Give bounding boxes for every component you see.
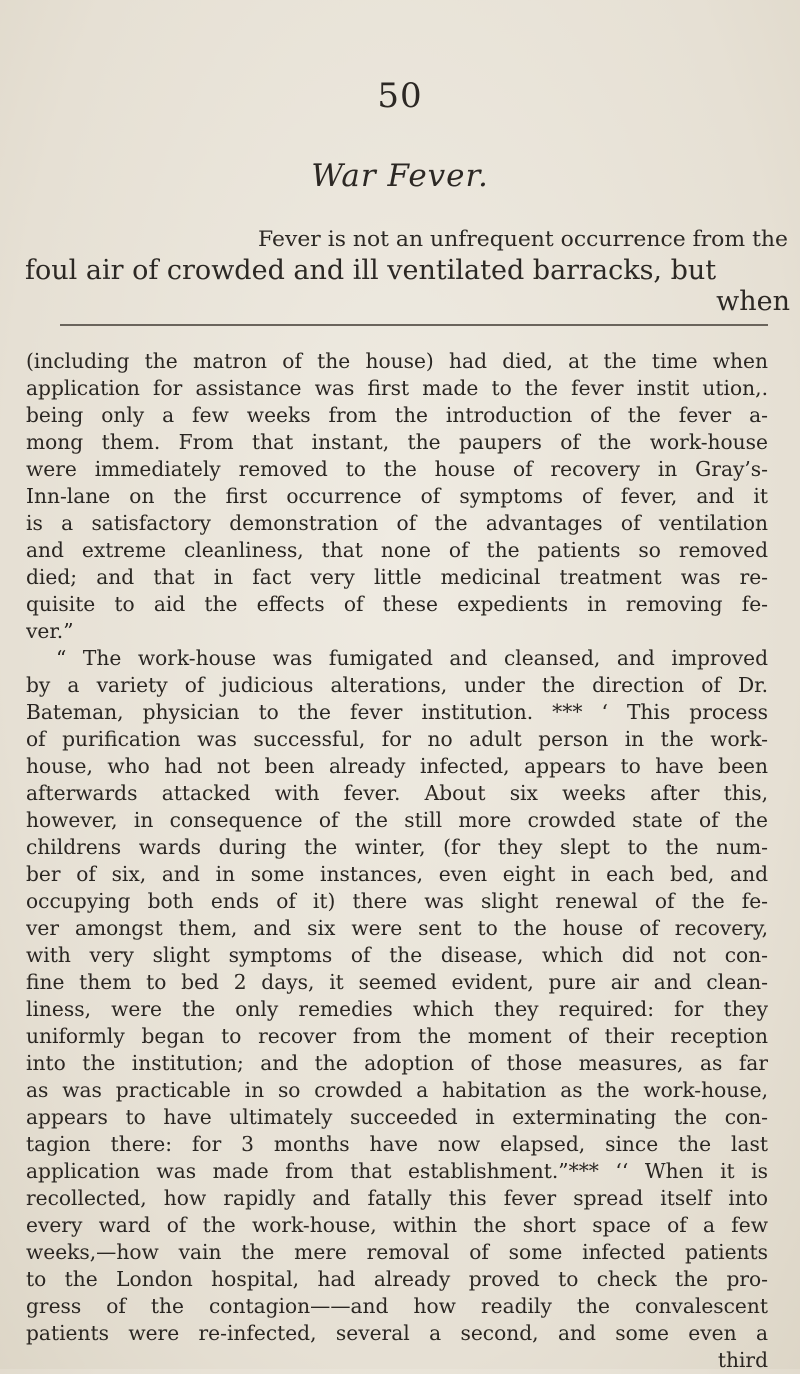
running-title: War Fever. xyxy=(311,158,489,194)
text-line: liness, were the only remedies which they required: for they xyxy=(26,997,768,1021)
text-line: ver amongst them, and six were sent to the house of recovery, xyxy=(26,916,768,940)
text-line: recollected, how rapidly and fatally this fever spread itself into xyxy=(26,1186,768,1210)
text-line: patients were re-infected, several a second, and some even a xyxy=(26,1321,768,1345)
text-line: every ward of the work-house, within the short space of a few xyxy=(26,1213,768,1237)
catchword: third xyxy=(717,1348,768,1372)
text-line: childrens wards during the winter, (for they slept to the num- xyxy=(26,835,768,859)
text-line: ber of six, and in some instances, even eight in each bed, and xyxy=(26,862,768,886)
text-line: occupying both ends of it) there was slight renewal of the fe- xyxy=(26,889,768,913)
text-line: house, who had not been already infected, appears to have been xyxy=(26,754,768,778)
text-line: into the institution; and the adoption of those measures, as far xyxy=(26,1051,768,1075)
text-line: to the London hospital, had already proved to check the pro- xyxy=(26,1267,768,1291)
text-line: Inn-lane on the first occurrence of symptoms of fever, and it xyxy=(26,484,768,508)
text-line: (including the matron of the house) had died, at the time when xyxy=(26,349,768,373)
text-line: Bateman, physician to the fever institution. *** ‘ This process xyxy=(26,700,768,724)
text-line: by a variety of judicious alterations, under the direction of Dr. xyxy=(26,673,768,697)
text-line: fine them to bed 2 days, it seemed evident, pure air and clean- xyxy=(26,970,768,994)
text-line: ver.” xyxy=(26,619,74,643)
intro-paragraph xyxy=(25,224,790,317)
text-line: however, in consequence of the still more crowded state of the xyxy=(26,808,768,832)
text-line: is a satisfactory demonstration of the advantages of ventilation xyxy=(26,511,768,535)
text-line: as was practicable in so crowded a habitation as the work-house, xyxy=(26,1078,768,1102)
intro-catchword: when xyxy=(716,286,790,317)
text-line: application was made from that establishment.”*** ‘‘ When it is xyxy=(26,1159,768,1183)
text-line: afterwards attacked with fever. About six weeks after this, xyxy=(26,781,768,805)
body-text xyxy=(26,348,768,1374)
text-line: and extreme cleanliness, that none of the patients so removed xyxy=(26,538,768,562)
text-line: with very slight symptoms of the disease, which did not con- xyxy=(26,943,768,967)
section-divider xyxy=(60,324,768,326)
text-line: were immediately removed to the house of recovery in Gray’s- xyxy=(26,457,768,481)
text-line: “ The work-house was fumigated and cleansed, and improved xyxy=(56,646,768,670)
intro-line: foul air of crowded and ill ventilated barracks, but xyxy=(25,255,717,286)
text-line: gress of the contagion——and how readily the convalescent xyxy=(26,1294,768,1318)
page-number: 50 xyxy=(377,76,423,116)
text-line: mong them. From that instant, the paupers of the work-house xyxy=(26,430,768,454)
text-line: tagion there: for 3 months have now elapsed, since the last xyxy=(26,1132,768,1156)
text-line: quisite to aid the effects of these expedients in removing fe- xyxy=(26,592,768,616)
text-line: appears to have ultimately succeeded in exterminating the con- xyxy=(26,1105,768,1129)
text-line: being only a few weeks from the introduction of the fever a- xyxy=(26,403,768,427)
text-line: uniformly began to recover from the moment of their reception xyxy=(26,1024,768,1048)
intro-line: Fever is not an unfrequent occurrence from the xyxy=(258,227,788,252)
text-line: application for assistance was first made to the fever instit ution,. xyxy=(26,376,768,400)
text-line: of purification was successful, for no adult person in the work- xyxy=(26,727,768,751)
text-line: weeks,—how vain the mere removal of some infected patients xyxy=(26,1240,768,1264)
text-line: died; and that in fact very little medicinal treatment was re- xyxy=(26,565,768,589)
